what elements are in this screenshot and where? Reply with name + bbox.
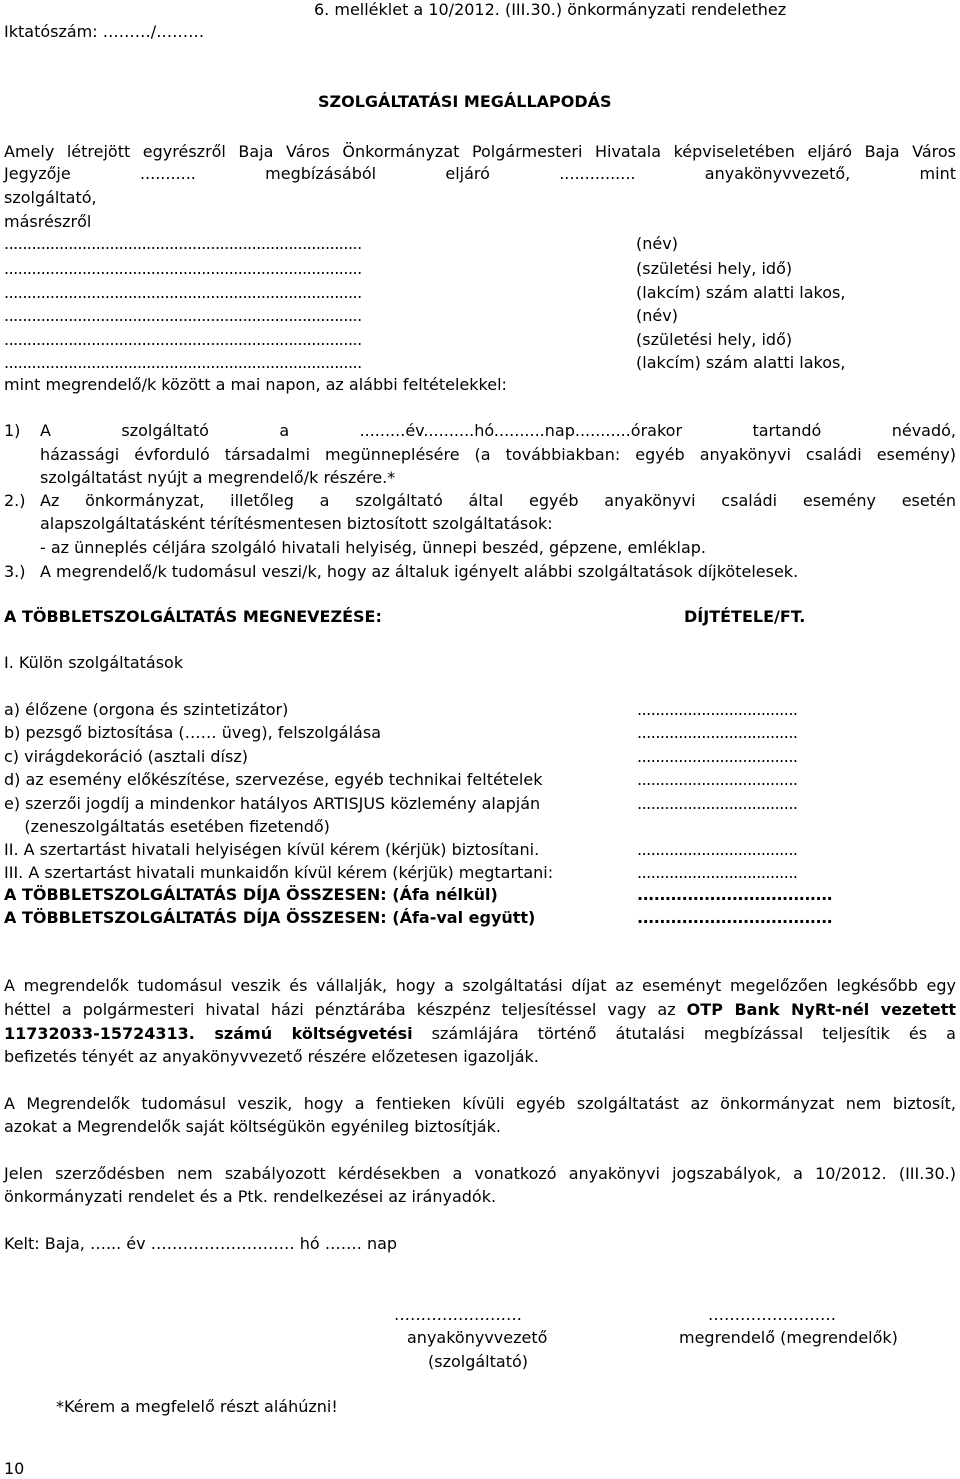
parties-closing: mint megrendelő/k között a mai napon, az alábbi feltételekkel: xyxy=(4,375,507,394)
point-2-line-1: Az önkormányzat, illetőleg a szolgáltató által egyéb anyakönyvi családi esemény esetén xyxy=(40,491,956,510)
service-row-fee: ................................... xyxy=(637,794,798,813)
payment-line-3 xyxy=(4,1024,956,1044)
payment-text: héttel a polgármesteri hivatal házi pénztárába készpénz teljesítéssel vagy az xyxy=(4,1000,687,1019)
payment-line-2 xyxy=(4,1000,956,1020)
payment-line-1: A megrendelők tudomásul veszik és vállalják, hogy a szolgáltatási díjat az eseményt megelőzően legkésőbb egy xyxy=(4,976,956,995)
total-with-vat-label: A TÖBBLETSZOLGÁLTATÁS DÍJA ÖSSZESEN: (Áfa-val együtt) xyxy=(4,908,536,927)
notice-line-2: azokat a Megrendelők saját költségükön egyénileg biztosítják. xyxy=(4,1117,501,1136)
point-1-line-3: szolgáltatást nyújt a megrendelő/k részére.* xyxy=(40,468,396,487)
party-dots-1: .............................................................................. xyxy=(4,234,362,253)
intro-line-3: szolgáltató, xyxy=(4,188,97,207)
account-number: 11732033-15724313. számú költségvetési xyxy=(4,1024,413,1043)
point-2-line-2: alapszolgáltatásként térítésmentesen biztosított szolgáltatások: xyxy=(40,514,553,533)
party-label-3: (lakcím) szám alatti lakos, xyxy=(636,283,846,302)
service-row-label: b) pezsgő biztosítása (…… üveg), felszolgálása xyxy=(4,723,381,742)
service-row-label: d) az esemény előkészítése, szervezése, egyéb technikai feltételek xyxy=(4,770,543,789)
services-header: A TÖBBLETSZOLGÁLTATÁS MEGNEVEZÉSE: xyxy=(4,607,382,626)
point-1-line-1: A szolgáltató a .........év..........hó..........nap...........órakor tartandó névadó, xyxy=(40,421,956,440)
total-without-vat-fee: ................................... xyxy=(637,885,833,904)
point-3-line-1: A megrendelő/k tudomásul veszi/k, hogy az általuk igényelt alábbi szolgáltatások díjkötelesek. xyxy=(40,562,799,581)
date-line: Kelt: Baja, …... év ……………………… hó ……. nap xyxy=(4,1234,398,1253)
document-title: SZOLGÁLTATÁSI MEGÁLLAPODÁS xyxy=(318,92,612,111)
notice-line-1: A Megrendelők tudomásul veszik, hogy a fentieken kívüli egyéb szolgáltatást az önkormányzat nem biztosít, xyxy=(4,1094,956,1113)
service-row-label: II. A szertartást hivatali helyiségen kívül kérem (kérjük) biztosítani. xyxy=(4,840,540,859)
service-row-fee: ................................... xyxy=(637,770,798,789)
party-label-5: (születési hely, idő) xyxy=(636,330,793,349)
service-row-fee: ................................... xyxy=(637,747,798,766)
point-3-number: 3.) xyxy=(4,562,26,581)
service-row-label: (zeneszolgáltatás esetében fizetendő) xyxy=(4,817,330,836)
party-dots-3: .............................................................................. xyxy=(4,283,362,302)
law-line-1: Jelen szerződésben nem szabályozott kérdésekben a vonatkozó anyakönyvi jogszabályok, a 10/2012. (III.30.) xyxy=(4,1164,956,1183)
party-dots-4: .............................................................................. xyxy=(4,306,362,325)
payment-text: számlájára történő átutalási megbízással teljesítik és a xyxy=(412,1024,956,1043)
service-row-label: a) élőzene (orgona és szintetizátor) xyxy=(4,700,289,719)
filing-number: Iktatószám: ………/……… xyxy=(4,22,205,41)
point-1-number: 1) xyxy=(4,421,21,440)
party-label-1: (név) xyxy=(636,234,678,253)
fee-header: DÍJTÉTELE/FT. xyxy=(684,607,806,626)
point-1-line-2: házassági évforduló társadalmi megünneplésére (a továbbiakban: egyéb anyakönyvi családi esemény) xyxy=(40,445,956,464)
point-2-line-3: - az ünneplés céljára szolgáló hivatali helyiség, ünnepi beszéd, gépzene, emléklap. xyxy=(40,538,706,557)
service-row-label: c) virágdekoráció (asztali dísz) xyxy=(4,747,248,766)
law-line-2: önkormányzati rendelet és a Ptk. rendelkezései az irányadók. xyxy=(4,1187,497,1206)
section-special-services: I. Külön szolgáltatások xyxy=(4,653,184,672)
signature-line-registrar: …………………… xyxy=(394,1305,522,1324)
service-row-fee: ................................... xyxy=(637,840,798,859)
party-dots-2: .............................................................................. xyxy=(4,259,362,278)
signature-registrar-title: anyakönyvvezető xyxy=(407,1328,548,1347)
party-label-4: (név) xyxy=(636,306,678,325)
signature-registrar-role: (szolgáltató) xyxy=(428,1352,528,1371)
bank-name: OTP Bank NyRt-nél vezetett xyxy=(686,1000,957,1019)
party-dots-5: .............................................................................. xyxy=(4,330,362,349)
party-label-6: (lakcím) szám alatti lakos, xyxy=(636,353,846,372)
point-2-number: 2.) xyxy=(4,491,26,510)
service-row-fee: ................................... xyxy=(637,723,798,742)
party-label-2: (születési hely, idő) xyxy=(636,259,793,278)
service-row-label: III. A szertartást hivatali munkaidőn kívül kérem (kérjük) megtartani: xyxy=(4,863,554,882)
party-dots-6: .............................................................................. xyxy=(4,353,362,372)
intro-line-4: másrészről xyxy=(4,212,92,231)
total-with-vat-fee: ................................... xyxy=(637,908,833,927)
intro-line-1: Amely létrejött egyrészről Baja Város Önkormányzat Polgármesteri Hivatala képviseletében eljáró Baja Város xyxy=(4,142,956,161)
footnote: *Kérem a megfelelő részt aláhúzni! xyxy=(56,1397,338,1416)
intro-line-2: Jegyzője ........... megbízásából eljáró ............... anyakönyvvezető, mint xyxy=(4,164,956,183)
total-without-vat-label: A TÖBBLETSZOLGÁLTATÁS DÍJA ÖSSZESEN: (Áfa nélkül) xyxy=(4,885,498,904)
annex-reference: 6. melléklet a 10/2012. (III.30.) önkormányzati rendelethez xyxy=(314,0,787,19)
page-number: 10 xyxy=(4,1459,25,1478)
service-row-label: e) szerzői jogdíj a mindenkor hatályos ARTISJUS közlemény alapján xyxy=(4,794,541,813)
service-row-fee: ................................... xyxy=(637,863,798,882)
signature-customer-title: megrendelő (megrendelők) xyxy=(679,1328,898,1347)
signature-line-customer: …………………… xyxy=(708,1305,836,1324)
payment-line-4: befizetés tényét az anyakönyvvezető részére előzetesen igazolják. xyxy=(4,1047,539,1066)
service-row-fee: ................................... xyxy=(637,700,798,719)
